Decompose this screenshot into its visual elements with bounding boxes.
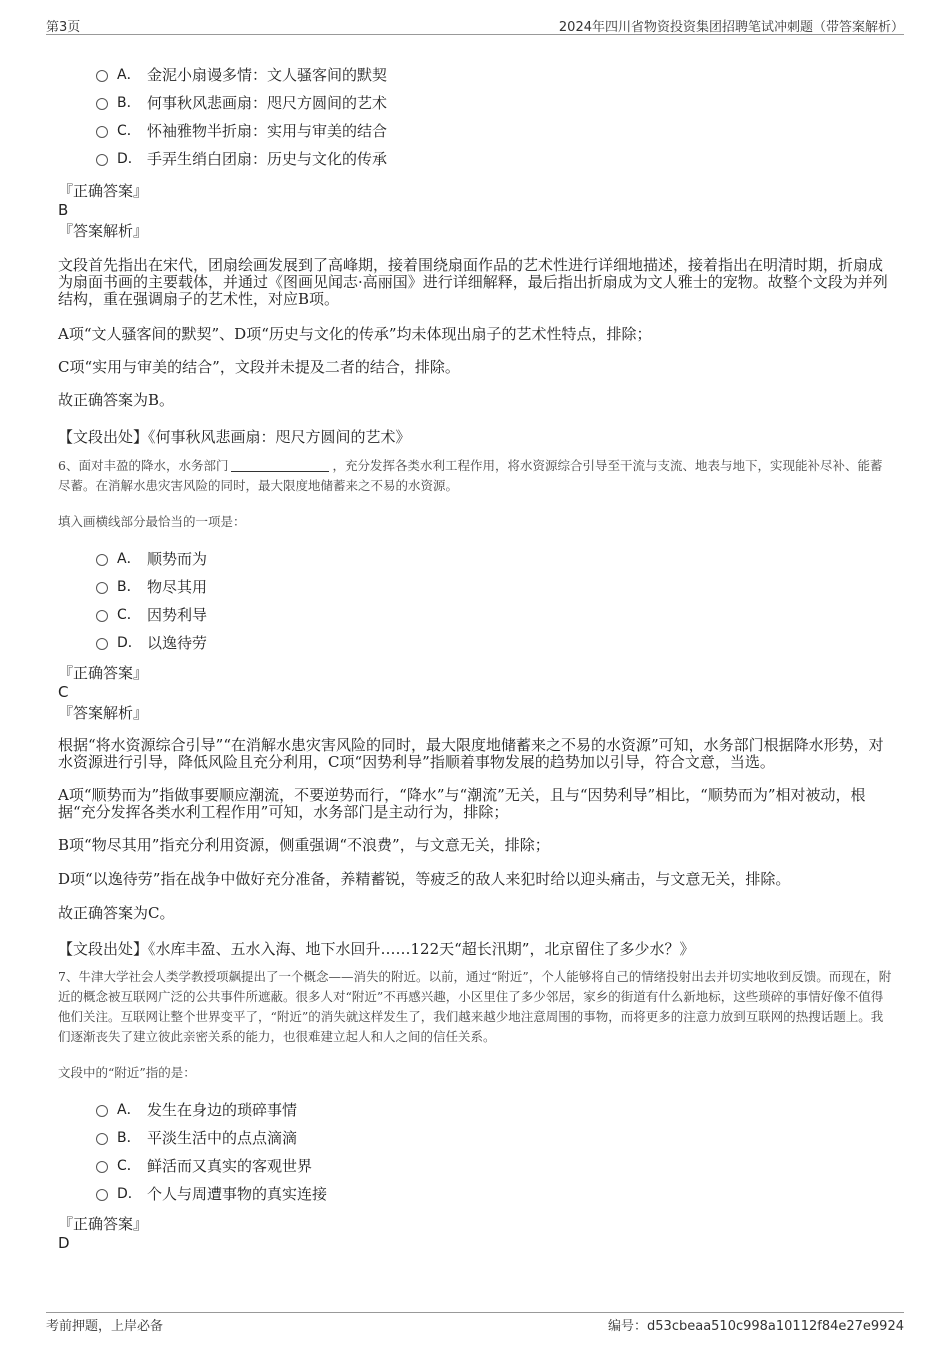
q6-option-c[interactable]: C． 因势利导 [96,600,894,628]
q6-option-b[interactable]: B． 物尽其用 [96,572,894,600]
q5-option-c[interactable]: C． 怀袖雅物半折扇：实用与审美的结合 [96,116,894,144]
radio-icon[interactable] [96,610,108,622]
q6-option-d[interactable]: D． 以逸待劳 [96,628,894,656]
radio-icon[interactable] [96,98,108,110]
footer-slogan: 考前押题，上岸必备 [46,1319,164,1334]
q5-analysis-4: 故正确答案为B。 [58,391,175,409]
radio-icon[interactable] [96,1133,108,1145]
q7-option-a[interactable]: A． 发生在身边的琐碎事情 [96,1095,894,1123]
q5-analysis-1: 文段首先指出在宋代，团扇绘画发展到了高峰期，接着围绕扇面作品的艺术性进行详细地描述，接着指出在明清时期，折扇成为扇面书画的主要载体，并通过《图画见闻志·高丽国》进行详细解释，最后指出折扇成为文人雅士的宠物。故整个文段为并列结构，重在强调扇子的艺术性，对应B项。 [58,256,888,308]
q7-answer-tag: 『正确答案』 [58,1215,149,1233]
q6-analysis-tag: 『答案解析』 [58,704,149,722]
q6-analysis-1: 根据“将水资源综合引导”“在消解水患灾害风险的同时，最大限度地储蓄来之不易的水资源”可知，水务部门根据降水形势，对水资源进行引导，降低风险且充分利用，C项“因势利导”指顺着事物发展的趋势加以引导，符合文意，当选。 [58,736,884,771]
q5-option-d[interactable]: D． 手弄生绡白团扇：历史与文化的传承 [96,144,894,172]
radio-icon[interactable] [96,1161,108,1173]
q5-source: 【文段出处】《何事秋风悲画扇：咫尺方圆间的艺术》 [58,428,411,446]
radio-icon[interactable] [96,154,108,166]
q5-analysis-tag: 『答案解析』 [58,222,149,240]
q7-option-b[interactable]: B． 平淡生活中的点点滴滴 [96,1123,894,1151]
q6-question: 6、面对丰盈的降水，水务部门 ，充分发挥各类水利工程作用，将水资源综合引导至干流与支流、地表与地下，实现能补尽补、能蓄尽蓄。在消解水患灾害风险的同时，最大限度地储蓄来之不易的水资源。 [58,458,883,493]
q6-prompt: 填入画横线部分最恰当的一项是： [58,514,246,529]
q5-analysis-3: C项“实用与审美的结合”，文段并未提及二者的结合，排除。 [58,358,460,376]
radio-icon[interactable] [96,70,108,82]
page-number: 第3页 [46,20,81,35]
q7-options [96,1095,894,1207]
q5-answer: B [58,201,69,219]
document-code: 编号：d53cbeaa510c998a10112f84e27e9924 [608,1319,904,1334]
q5-analysis-2: A项“文人骚客间的默契”、D项“历史与文化的传承”均未体现出扇子的艺术性特点，排除； [58,325,652,343]
q6-option-a[interactable]: A． 顺势而为 [96,544,894,572]
page-header [46,12,904,35]
q6-analysis-3: B项“物尽其用”指充分利用资源，侧重强调“不浪费”，与文意无关，排除； [58,836,550,854]
radio-icon[interactable] [96,1105,108,1117]
q6-analysis-2: A项“顺势而为”指做事要顺应潮流，不要逆势而行，“降水”与“潮流”无关，且与“因势利导”相比，“顺势而为”相对被动，根据“充分发挥各类水利工程作用”可知，水务部门是主动行为，排除； [58,786,866,821]
q7-answer: D [58,1234,70,1252]
radio-icon[interactable] [96,582,108,594]
q6-source: 【文段出处】《水库丰盈、五水入海、地下水回升……122天“超长汛期”，北京留住了多少水？》 [58,940,695,958]
q7-prompt: 文段中的“附近”指的是： [58,1065,196,1080]
q6-options [96,544,894,656]
q6-answer: C [58,683,69,701]
q5-options [96,60,894,172]
q5-option-a[interactable]: A． 金泥小扇谩多情：文人骚客间的默契 [96,60,894,88]
q7-option-c[interactable]: C． 鲜活而又真实的客观世界 [96,1151,894,1179]
document-title: 2024年四川省物资投资集团招聘笔试冲刺题（带答案解析） [558,20,904,35]
q6-answer-tag: 『正确答案』 [58,664,149,682]
radio-icon[interactable] [96,126,108,138]
q7-question: 7、牛津大学社会人类学教授项飙提出了一个概念——消失的附近。以前，通过“附近”，个人能够将自己的情绪投射出去并切实地收到反馈。而现在，附近的概念被互联网广泛的公共事件所遮蔽。很多人对“附近”不再感兴趣，小区里住了多少邻居，家乡的街道有什么新地标，这些琐碎的事情好像不值得他们关注。互联网让整个世界变平了，“附近”的消失就这样发生了，我们越来越少地注意周围的事物，而将更多的注意力放到互联网的热搜话题上。我们逐渐丧失了建立彼此亲密关系的能力，也很难建立起人和人之间的信任关系。 [58,969,892,1044]
page-content [58,56,894,1252]
radio-icon[interactable] [96,638,108,650]
q6-blank[interactable] [231,457,329,472]
radio-icon[interactable] [96,554,108,566]
q7-option-d[interactable]: D． 个人与周遭事物的真实连接 [96,1179,894,1207]
page-footer [46,1312,904,1337]
q5-option-b[interactable]: B． 何事秋风悲画扇：咫尺方圆间的艺术 [96,88,894,116]
q5-answer-tag: 『正确答案』 [58,182,149,200]
radio-icon[interactable] [96,1189,108,1201]
q6-analysis-4: D项“以逸待劳”指在战争中做好充分准备，养精蓄锐，等疲乏的敌人来犯时给以迎头痛击，与文意无关，排除。 [58,870,791,888]
q6-analysis-5: 故正确答案为C。 [58,904,175,922]
